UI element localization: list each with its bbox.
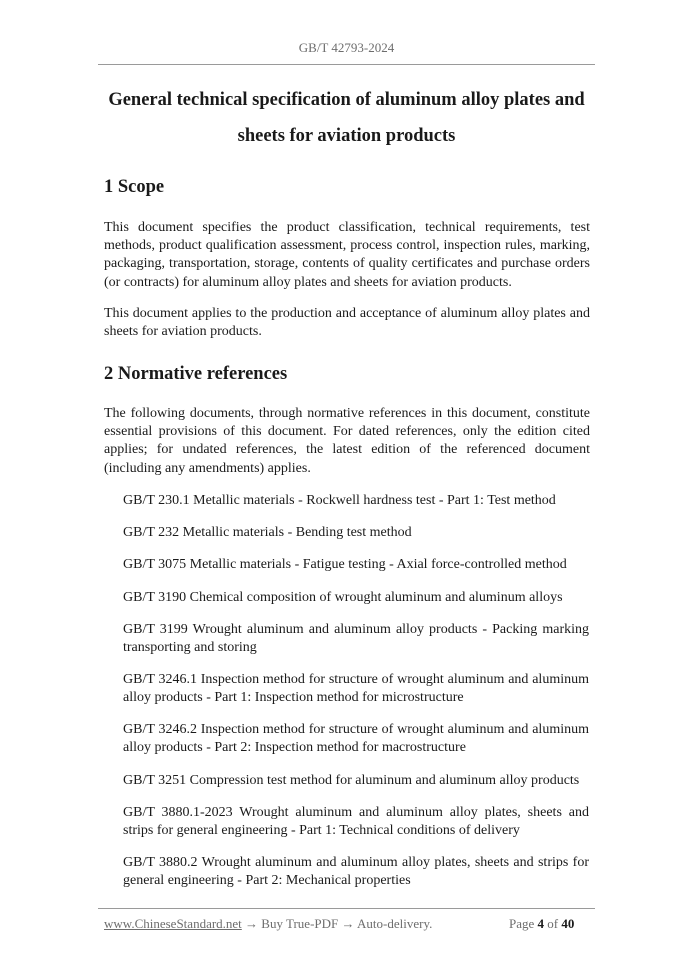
header-divider — [98, 64, 595, 65]
site-link[interactable]: www.ChineseStandard.net — [104, 916, 242, 931]
arrow-icon: → — [341, 916, 355, 931]
auto-delivery-text: Auto-delivery. — [357, 916, 433, 931]
normative-intro-paragraph: The following documents, through normative references in this document, constitute essential provisions of this document. For dated references, only the edition cited applies; for undated references, the latest edition of the referenced document (including any amendments) applies. — [104, 406, 590, 476]
footer-divider — [98, 908, 595, 909]
page-label: Page — [509, 916, 535, 931]
reference-item: GB/T 3251 Compression test method for aluminum and aluminum alloy products — [123, 773, 580, 788]
scope-paragraph-1: This document specifies the product classification, technical requirements, test methods, product qualification assessment, process control, inspection rules, marking, packaging, transportation, storage, contents of quality certificates and purchase orders (or contracts) for aluminum alloy plates and sheets for aviation products. — [104, 220, 590, 290]
reference-item: GB/T 3246.1 Inspection method for structure of wrought aluminum and aluminum alloy products - Part 1: Inspection method for microstructure — [123, 672, 589, 706]
total-page-number: 40 — [561, 916, 575, 931]
section-heading-scope: 1 Scope — [104, 177, 165, 197]
reference-item: GB/T 3199 Wrought aluminum and aluminum alloy products - Packing marking transporting and storing — [123, 622, 589, 656]
buy-pdf-link[interactable]: Buy True-PDF — [261, 916, 339, 931]
page-header: GB/T 42793-2024 — [298, 40, 395, 55]
reference-item: GB/T 3190 Chemical composition of wrought aluminum and aluminum alloys — [123, 590, 563, 605]
current-page-number: 4 — [537, 916, 545, 931]
of-label: of — [547, 916, 559, 931]
reference-item: GB/T 3075 Metallic materials - Fatigue testing - Axial force-controlled method — [123, 557, 567, 572]
page-number — [509, 916, 574, 932]
scope-paragraph-2: This document applies to the production and acceptance of aluminum alloy plates and sheets for aviation products. — [104, 306, 590, 340]
footer-promo — [104, 916, 432, 932]
reference-item: GB/T 3246.2 Inspection method for structure of wrought aluminum and aluminum alloy products - Part 2: Inspection method for macrostructure — [123, 722, 589, 756]
reference-item: GB/T 3880.1-2023 Wrought aluminum and aluminum alloy plates, sheets and strips for general engineering - Part 1: Technical conditions of delivery — [123, 805, 589, 839]
reference-item: GB/T 3880.2 Wrought aluminum and aluminum alloy plates, sheets and strips for general engineering - Part 2: Mechanical properties — [123, 855, 589, 889]
document-title-line2: sheets for aviation products — [237, 126, 456, 146]
reference-item: GB/T 232 Metallic materials - Bending test method — [123, 525, 412, 540]
document-title-line1: General technical specification of aluminum alloy plates and — [108, 90, 585, 110]
section-heading-normative-references: 2 Normative references — [104, 364, 288, 384]
reference-item: GB/T 230.1 Metallic materials - Rockwell hardness test - Part 1: Test method — [123, 493, 556, 508]
arrow-icon: → — [245, 916, 259, 931]
